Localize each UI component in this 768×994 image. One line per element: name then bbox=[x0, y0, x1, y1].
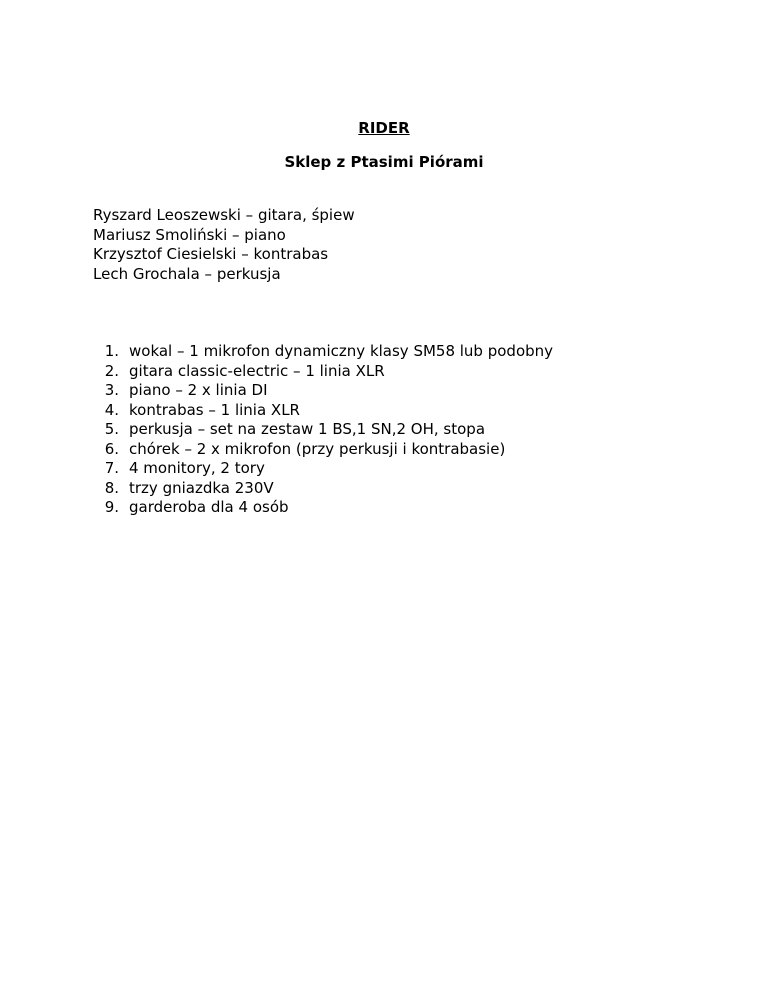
list-text: garderoba dla 4 osób bbox=[129, 498, 289, 516]
band-members bbox=[93, 206, 355, 284]
list-item bbox=[93, 381, 553, 401]
requirements-list bbox=[93, 342, 553, 518]
member-line: Krzysztof Ciesielski – kontrabas bbox=[93, 245, 329, 263]
member-line: Lech Grochala – perkusja bbox=[93, 264, 281, 283]
list-number: 2. bbox=[104, 361, 119, 380]
list-number: 8. bbox=[104, 478, 119, 497]
list-number: 7. bbox=[104, 459, 119, 477]
list-item bbox=[93, 401, 553, 421]
list-number: 6. bbox=[104, 439, 119, 458]
list-number: 3. bbox=[104, 381, 119, 399]
list-text: kontrabas – 1 linia XLR bbox=[129, 400, 300, 419]
member-line: Mariusz Smoliński – piano bbox=[93, 225, 286, 244]
list-item bbox=[93, 459, 553, 479]
list-text: perkusja – set na zestaw 1 BS,1 SN,2 OH, stopa bbox=[129, 420, 486, 438]
member-line: Ryszard Leoszewski – gitara, śpiew bbox=[93, 206, 355, 224]
list-text: wokal – 1 mikrofon dynamiczny klasy SM58 lub podobny bbox=[129, 342, 554, 360]
list-item bbox=[93, 498, 553, 518]
list-item bbox=[93, 342, 553, 362]
list-item bbox=[93, 479, 553, 499]
list-number: 5. bbox=[104, 420, 119, 438]
list-number: 4. bbox=[104, 400, 119, 419]
list-number: 9. bbox=[104, 498, 119, 516]
list-item bbox=[93, 362, 553, 382]
list-text: 4 monitory, 2 tory bbox=[129, 459, 265, 477]
list-text: gitara classic-electric – 1 linia XLR bbox=[129, 361, 385, 380]
list-text: piano – 2 x linia DI bbox=[129, 381, 268, 399]
list-text: chórek – 2 x mikrofon (przy perkusji i kontrabasie) bbox=[129, 439, 506, 458]
list-item bbox=[93, 420, 553, 440]
band-name: Sklep z Ptasimi Piórami bbox=[284, 153, 484, 171]
list-text: trzy gniazdka 230V bbox=[129, 478, 274, 497]
list-item bbox=[93, 440, 553, 460]
document-title: RIDER bbox=[358, 119, 410, 137]
list-number: 1. bbox=[104, 342, 119, 360]
